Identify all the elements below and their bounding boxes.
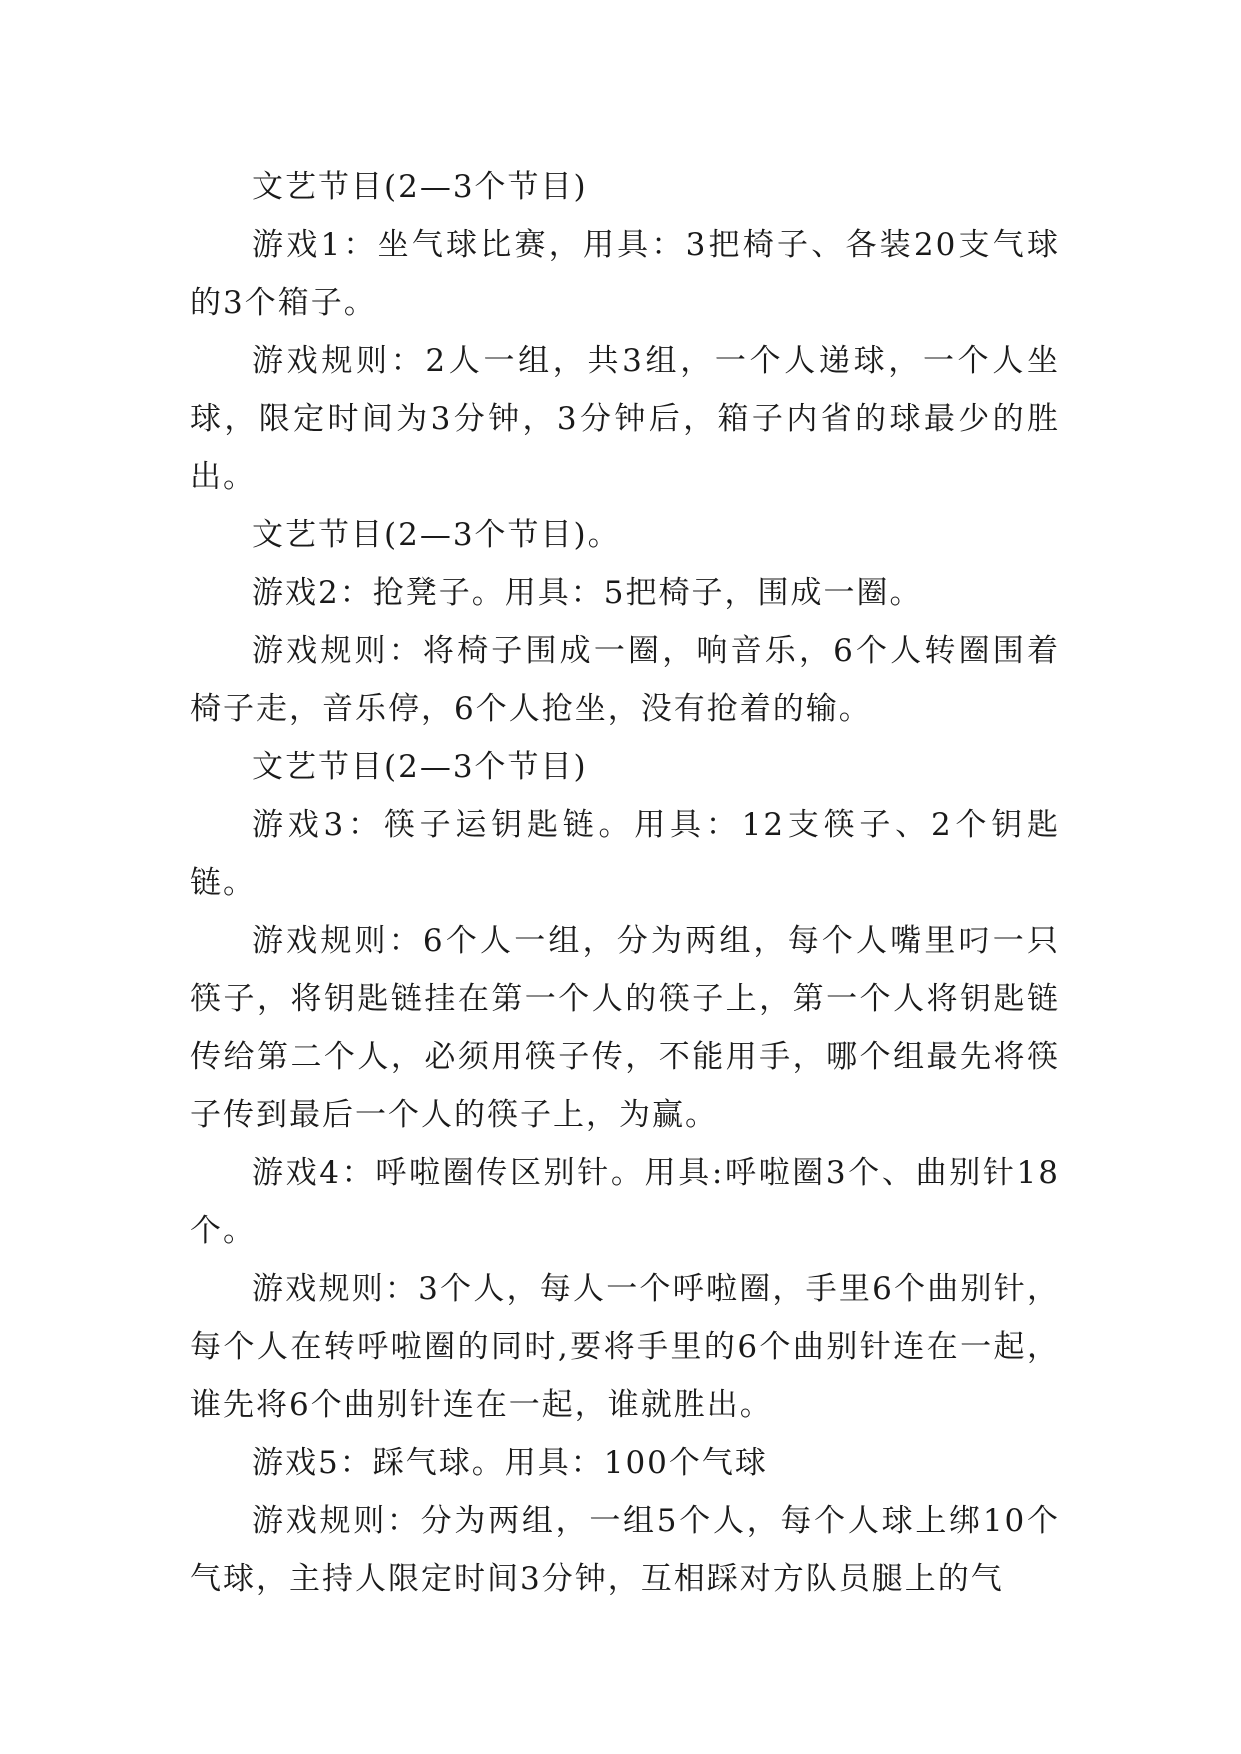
paragraph-program-3: 文艺节目(2—3个节目) bbox=[252, 749, 588, 785]
paragraph-game-5: 游戏5：踩气球。用具：100个气球 bbox=[252, 1445, 768, 1481]
paragraph-game-2-rules: 游戏规则：将椅子围成一圈，响音乐，6个人转圈围着椅子走，音乐停，6个人抢坐，没有抢着的输。 bbox=[190, 633, 1060, 727]
paragraph-game-5-rules: 游戏规则：分为两组，一组5个人，每个人球上绑10个气球，主持人限定时间3分钟，互相踩对方队员腿上的气 bbox=[190, 1503, 1060, 1597]
paragraph-game-3: 游戏3：筷子运钥匙链。用具：12支筷子、2个钥匙链。 bbox=[190, 807, 1060, 901]
paragraph-game-3-rules: 游戏规则：6个人一组，分为两组，每个人嘴里叼一只筷子，将钥匙链挂在第一个人的筷子上，第一个人将钥匙链传给第二个人，必须用筷子传，不能用手，哪个组最先将筷子传到最后一个人的筷子上，为赢。 bbox=[190, 923, 1060, 1133]
paragraph-game-1: 游戏1：坐气球比赛，用具：3把椅子、各装20支气球的3个箱子。 bbox=[190, 227, 1060, 321]
paragraph-game-4-rules: 游戏规则：3个人，每人一个呼啦圈，手里6个曲别针，每个人在转呼啦圈的同时,要将手里的6个曲别针连在一起，谁先将6个曲别针连在一起，谁就胜出。 bbox=[190, 1271, 1060, 1423]
paragraph-program-1: 文艺节目(2—3个节目) bbox=[252, 169, 588, 205]
paragraph-program-2: 文艺节目(2—3个节目)。 bbox=[252, 517, 621, 553]
paragraph-game-2: 游戏2：抢凳子。用具：5把椅子，围成一圈。 bbox=[252, 575, 923, 611]
paragraph-game-1-rules: 游戏规则：2人一组，共3组，一个人递球，一个人坐球，限定时间为3分钟，3分钟后，箱子内省的球最少的胜出。 bbox=[190, 343, 1060, 495]
document-body bbox=[190, 158, 1060, 1608]
paragraph-game-4: 游戏4：呼啦圈传区别针。用具:呼啦圈3个、曲别针18个。 bbox=[190, 1155, 1060, 1249]
